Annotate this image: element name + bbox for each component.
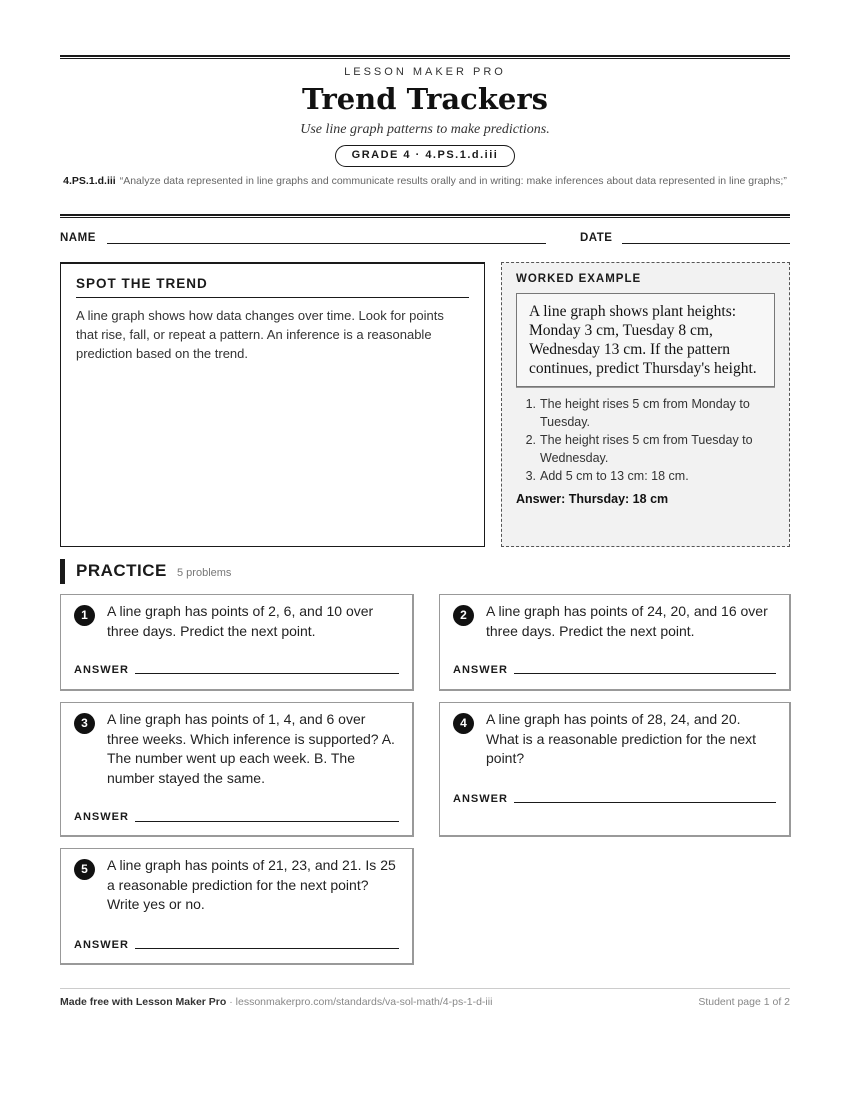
practice-problem-card — [439, 702, 791, 837]
answer-label: ANSWER — [453, 664, 508, 676]
answer-label: ANSWER — [74, 811, 129, 823]
problem-number-badge: 2 — [453, 605, 474, 626]
footer-page-number: Student page 1 of 2 — [698, 996, 790, 1008]
step-number: 3. — [525, 469, 536, 483]
spot-the-trend-text: A line graph shows how data changes over time. Look for points that rise, fall, or repeat a pattern. An inference is a reasonable prediction based on the trend. — [76, 308, 444, 361]
answer-input-line[interactable] — [135, 821, 399, 822]
worksheet-title: Trend Trackers — [301, 82, 548, 116]
standard-code: 4.PS.1.d.iii — [63, 175, 116, 187]
practice-heading: PRACTICE — [76, 561, 167, 580]
answer-input-line[interactable] — [514, 673, 776, 674]
spot-the-trend-box — [60, 262, 485, 547]
problem-number-badge: 3 — [74, 713, 95, 734]
practice-accent-bar — [60, 559, 65, 584]
step-text: The height rises 5 cm from Monday to Tuesday. — [540, 397, 750, 429]
problem-text: A line graph has points of 28, 24, and 20. What is a reasonable prediction for the next point? — [486, 711, 757, 766]
problem-number-badge: 1 — [74, 605, 95, 626]
practice-count: 5 problems — [177, 567, 232, 579]
worked-example-steps — [516, 395, 775, 485]
worked-example-answer: Answer: Thursday: 18 cm — [516, 492, 669, 506]
step-text: Add 5 cm to 13 cm: 18 cm. — [540, 469, 689, 483]
name-label: NAME — [60, 232, 96, 244]
worked-example-heading: WORKED EXAMPLE — [516, 273, 642, 285]
answer-input-line[interactable] — [135, 948, 399, 949]
standard-description — [60, 174, 790, 189]
spot-the-trend-heading: SPOT THE TREND — [76, 276, 469, 298]
name-date-row — [60, 232, 790, 252]
worked-step — [516, 431, 775, 467]
footer-made-with: Made free with Lesson Maker Pro — [60, 996, 227, 1008]
step-number: 2. — [525, 433, 536, 447]
worked-example-box — [501, 262, 790, 547]
problem-number-badge: 4 — [453, 713, 474, 734]
name-field-line[interactable] — [107, 243, 546, 244]
answer-input-line[interactable] — [135, 673, 399, 674]
problem-text: A line graph has points of 1, 4, and 6 over three weeks. Which inference is supported? A. The number went up each week. B. The number stayed the same. — [107, 711, 395, 786]
brand-name: LESSON MAKER PRO — [344, 66, 506, 78]
answer-label: ANSWER — [453, 793, 508, 805]
step-text: The height rises 5 cm from Tuesday to Wednesday. — [540, 433, 753, 465]
header-bottom-rule — [60, 214, 790, 218]
date-label: DATE — [580, 232, 613, 244]
problem-text: A line graph has points of 21, 23, and 21. Is 25 a reasonable prediction for the next point? Write yes or no. — [107, 857, 396, 912]
footer-url[interactable]: · lessonmakerpro.com/standards/va-sol-math/4-ps-1-d-iii — [226, 996, 493, 1008]
grade-standard-badge: GRADE 4 · 4.PS.1.d.iii — [335, 145, 515, 167]
worked-step — [516, 395, 775, 431]
answer-input-line[interactable] — [514, 802, 776, 803]
worked-step — [516, 467, 775, 485]
footer-credit — [60, 996, 492, 1008]
problem-text: A line graph has points of 24, 20, and 16 over three days. Predict the next point. — [486, 603, 768, 639]
footer-divider — [60, 988, 790, 989]
answer-label: ANSWER — [74, 939, 129, 951]
standard-text: “Analyze data represented in line graphs and communicate results orally and in writing: make inferences about data represented in line graphs;” — [119, 175, 787, 187]
problem-text: A line graph has points of 2, 6, and 10 over three days. Predict the next point. — [107, 603, 374, 639]
top-double-rule — [60, 55, 790, 59]
practice-problem-card — [60, 594, 414, 691]
practice-problem-card — [60, 702, 414, 837]
answer-label: ANSWER — [74, 664, 129, 676]
date-field-line[interactable] — [622, 243, 790, 244]
step-number: 1. — [525, 397, 536, 411]
worked-example-problem: A line graph shows plant heights: Monday 3 cm, Tuesday 8 cm, Wednesday 13 cm. If the pattern continues, predict Thursday's height. — [516, 293, 775, 387]
problem-number-badge: 5 — [74, 859, 95, 880]
practice-problem-card — [439, 594, 791, 691]
practice-problem-card — [60, 848, 414, 965]
worksheet-subtitle: Use line graph patterns to make predictions. — [300, 122, 550, 137]
